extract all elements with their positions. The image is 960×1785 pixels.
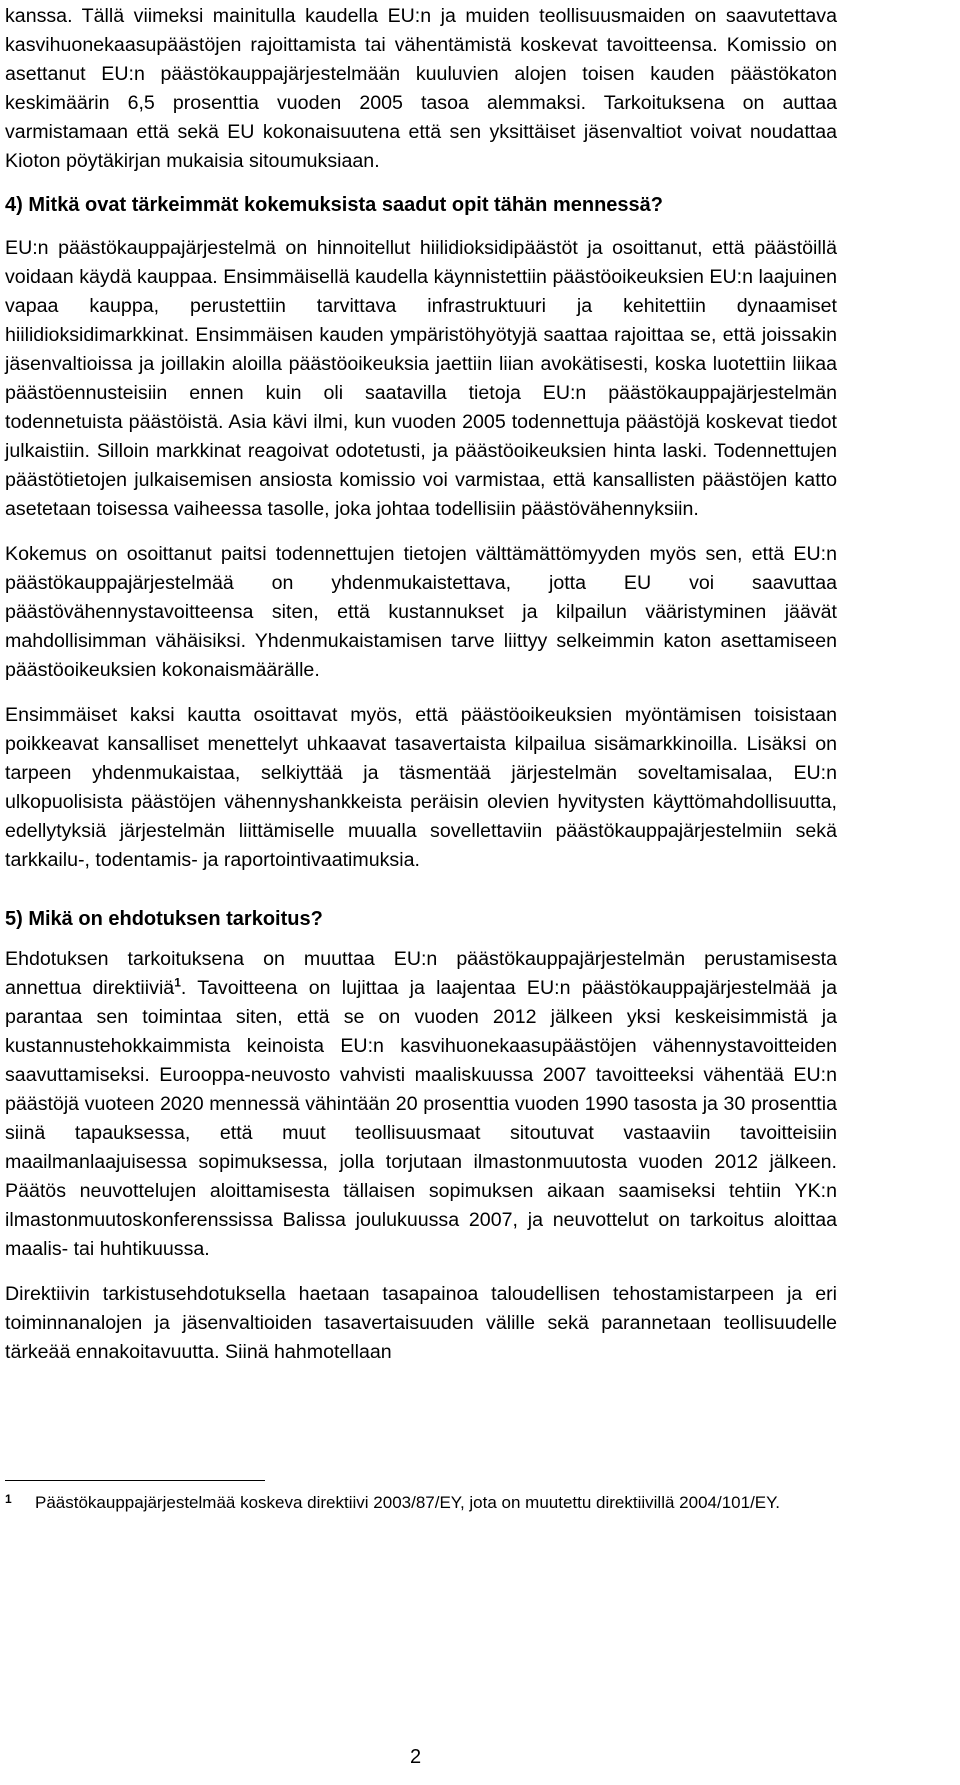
footnote-marker: 1 — [5, 1492, 12, 1506]
paragraph-intro: kanssa. Tällä viimeksi mainitulla kaudella EU:n ja muiden teollisuusmaiden on saavutettava kasvihuonekaasupäästöjen rajoittamista tai vähentämistä koskevat tavoitteensa. Komissio on asettanut EU:n päästökauppajärjestelmään kuuluvien alojen toisen kauden päästökaton keskimäärin 6,5 prosenttia vuoden 2005 tasoa alemmaksi. Tarkoituksena on auttaa varmistamaan että sekä EU kokonaisuutena että sen yksittäiset jäsenvaltiot voivat noudattaa Kioton pöytäkirjan mukaisia sitoumuksiaan. — [5, 5, 837, 172]
paragraph-purpose-start: Ehdotuksen tarkoituksena on muuttaa EU:n päästökauppajärjestelmän perustamisesta annettua direktiiviä — [5, 948, 837, 999]
section-heading-5: 5) Mikä on ehdotuksen tarkoitus? — [5, 908, 323, 930]
paragraph-first-periods: Ensimmäiset kaksi kautta osoittavat myös, että päästöoikeuksien myöntämisen toisistaan poikkeavat kansalliset menettelyt uhkaavat tasavertaista kilpailua sisämarkkinoilla. Lisäksi on tarpeen yhdenmukaistaa, selkiyttää ja täsmentää järjestelmän soveltamisalaa, EU:n ulkopuolisista päästöjen vähennyshankkeista peräisin olevien hyvitysten käyttömahdollisuutta, edellytyksiä järjestelmän liittämiselle muualla sovellettaviin päästökauppajärjestelmiin sekä tarkkailu-, todentamis- ja raportointivaatimuksia. — [5, 704, 837, 871]
footnote-separator — [5, 1480, 265, 1481]
paragraph-purpose — [5, 945, 837, 1264]
section-heading-4: 4) Mitkä ovat tärkeimmät kokemuksista saadut opit tähän mennessä? — [5, 194, 663, 216]
footnote-reference[interactable]: 1 — [174, 975, 181, 990]
page-number: 2 — [410, 1746, 422, 1768]
paragraph-directive-proposal: Direktiivin tarkistusehdotuksella haetaan tasapainoa taloudellisen tehostamistarpeen ja eri toiminnanalojen ja jäsenvaltioiden tasavertaisuuden välille sekä parannetaan teollisuudelle tärkeää ennakoitavuutta. Siinä hahmotellaan — [5, 1283, 837, 1363]
paragraph-harmonisation: Kokemus on osoittanut paitsi todennettujen tietojen välttämättömyyden myös sen, että EU:n päästökauppajärjestelmää on yhdenmukaistettava, jotta EU voi saavuttaa päästövähennystavoitteensa siten, että kustannukset ja kilpailun vääristyminen jäävät mahdollisimman vähäisiksi. Yhdenmukaistamisen tarve liittyy selkeimmin katon asettamiseen päästöoikeuksien kokonaismäärälle. — [5, 543, 837, 681]
footnote — [5, 1489, 837, 1517]
paragraph-purpose-rest: . Tavoitteena on lujittaa ja laajentaa EU:n päästökauppajärjestelmää ja parantaa sen toimintaa siten, että se on vuoden 2012 jälkeen yksi keskeisimmistä ja kustannustehokkaimmista keinoista EU:n kasvihuonekaasupäästöjen vähennystavoitteiden saavuttamiseksi. Eurooppa-neuvosto vahvisti maaliskuussa 2007 tavoitteeksi vähentää EU:n päästöjä vuoteen 2020 mennessä vähintään 20 prosenttia vuoden 1990 tasosta ja 30 prosenttia siinä tapauksessa, että muut teollisuusmaat sitoutuvat vastaaviin tavoitteisiin maailmanlaajuisessa sopimuksessa, jolla torjutaan ilmastonmuutosta vuoden 2012 jälkeen. Päätös neuvottelujen aloittamisesta tällaisen sopimuksen aikaan saamiseksi tehtiin YK:n ilmastonmuutoskonferenssissa Balissa joulukuussa 2007, ja neuvottelut on tarkoitus aloittaa maalis- tai huhtikuussa. — [5, 977, 837, 1260]
document-body — [5, 2, 837, 1367]
paragraph-lessons: EU:n päästökauppajärjestelmä on hinnoitellut hiilidioksidipäästöt ja osoittanut, että päästöillä voidaan käydä kauppaa. Ensimmäisellä kaudella käynnistettiin päästöoikeuksien EU:n laajuinen vapaa kauppa, perustettiin tarvittava infrastruktuuri ja kehitettiin dynaamiset hiilidioksidimarkkinat. Ensimmäisen kauden ympäristöhyötyjä saattaa rajoittaa se, että joissakin jäsenvaltioissa ja joillakin aloilla päästöoikeuksia jaettiin liian avokätisesti, koska luotettiin liikaa päästöennusteisiin ennen kuin oli saatavilla tietoja EU:n päästökauppajärjestelmän todennetuista päästöistä. Asia kävi ilmi, kun vuoden 2005 todennettuja päästöjä koskevat tiedot julkaistiin. Silloin markkinat reagoivat odotetusti, ja päästöoikeuksien hinta laski. Todennettujen päästötietojen julkaisemisen ansiosta komissio voi varmistaa, että kansallisten päästöjen katto asetetaan toisessa vaiheessa tasolle, joka johtaa todellisiin päästövähennyksiin. — [5, 237, 837, 520]
footnote-text: Päästökauppajärjestelmää koskeva direktiivi 2003/87/EY, jota on muutettu direktiivillä 2004/101/EY. — [35, 1493, 780, 1512]
